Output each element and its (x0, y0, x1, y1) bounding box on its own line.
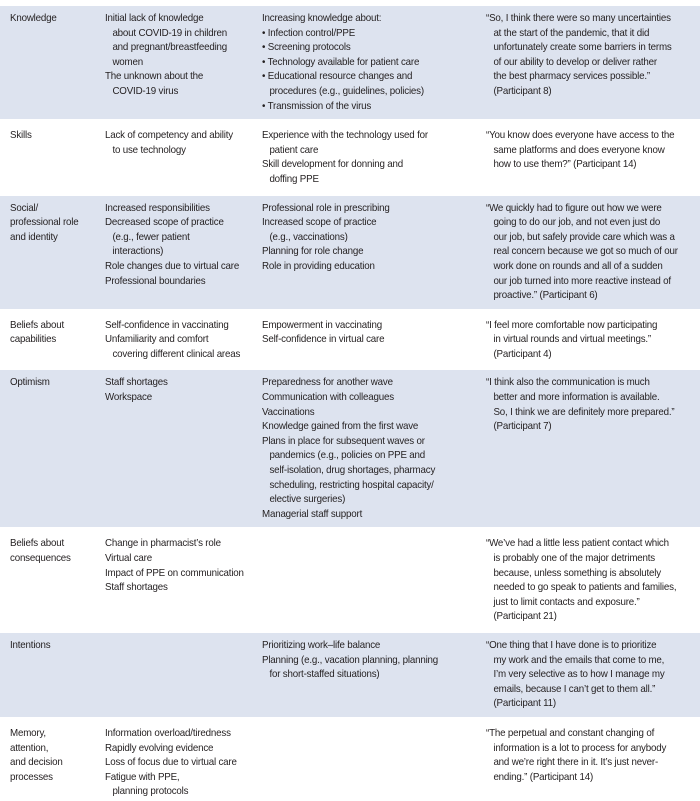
text-line: Managerial staff support (262, 507, 363, 520)
text-line: Optimism (10, 376, 50, 389)
cell-themes-right (262, 536, 470, 624)
cell-domain (10, 726, 98, 799)
text-line: patient care (269, 143, 319, 156)
text-line: Fatigue with PPE, (105, 770, 180, 783)
text-line: (Participant 8) (493, 84, 552, 97)
text-line: Decreased scope of practice (105, 216, 224, 229)
text-line: because, unless something is absolutely (493, 566, 661, 579)
text-line: going to do our job, and not even just do (493, 216, 661, 229)
cell-quote (486, 318, 681, 362)
text-line: needed to go speak to patients and families, (493, 581, 677, 594)
text-line: Unfamiliarity and comfort (105, 333, 209, 346)
cell-themes-right (262, 726, 470, 799)
cell-themes-left (105, 375, 251, 521)
text-line: “So, I think there were so many uncertainties (486, 12, 671, 24)
text-line: ending.” (Participant 14) (493, 770, 594, 783)
text-line: Virtual care (105, 552, 152, 564)
text-line: Vaccinations (262, 405, 315, 418)
table-row (0, 318, 700, 362)
text-line: • Screening protocols (262, 41, 351, 54)
text-line: Initial lack of knowledge (105, 12, 204, 24)
text-line: Staff shortages (105, 581, 168, 594)
text-line: Impact of PPE on communication (105, 566, 244, 579)
text-line: about COVID-19 in children (112, 26, 228, 39)
text-line: Professional boundaries (105, 274, 206, 287)
text-line: interactions) (112, 245, 164, 258)
cell-domain (10, 318, 98, 362)
text-line: Plans in place for subsequent waves or (262, 434, 425, 447)
text-line: I’m very selective as to how I manage my (493, 668, 665, 681)
cell-quote (486, 726, 681, 799)
text-line: Self-confidence in vaccinating (105, 318, 229, 331)
text-line: “I think also the communication is much (486, 376, 650, 389)
text-line: emails, because I can’t get to them all.” (493, 682, 656, 695)
text-line: “We’ve had a little less patient contact which (486, 537, 669, 550)
cell-themes-left (105, 638, 251, 711)
text-line: same platforms and does everyone know (493, 143, 665, 156)
text-line: Communication with colleagues (262, 391, 394, 404)
cell-domain (10, 638, 98, 711)
text-line: • Technology available for patient care (262, 55, 420, 68)
text-line: (Participant 21) (493, 610, 557, 623)
text-line: professional role (10, 216, 79, 229)
text-line: Social/ (10, 201, 39, 214)
cell-themes-left (105, 11, 251, 113)
cell-quote (486, 201, 681, 303)
text-line: “We quickly had to figure out how we were (486, 201, 662, 214)
text-line: planning protocols (112, 785, 189, 798)
text-line: (e.g., vaccinations) (269, 230, 348, 243)
text-line: Preparedness for another wave (262, 376, 393, 389)
text-line: Lack of competency and ability (105, 129, 233, 142)
text-line: COVID-19 virus (112, 84, 179, 97)
cell-themes-left (105, 318, 251, 362)
text-line: proactive.” (Participant 6) (493, 289, 598, 302)
text-line: Role changes due to virtual care (105, 259, 240, 272)
text-line: in virtual rounds and virtual meetings.” (493, 333, 652, 346)
table-row (0, 633, 700, 717)
text-line: procedures (e.g., guidelines, policies) (269, 84, 424, 97)
text-line: Intentions (10, 638, 51, 651)
text-line: Beliefs about (10, 537, 65, 550)
text-line: Skills (10, 129, 32, 142)
text-line: processes (10, 770, 53, 783)
text-line: Knowledge (10, 12, 57, 24)
text-line: The unknown about the (105, 70, 204, 83)
text-line: Professional role in prescribing (262, 201, 390, 214)
text-line: unfortunately create some barriers in terms (493, 41, 672, 54)
text-line: work done on rounds and all of a sudden (493, 259, 663, 272)
text-line: (e.g., fewer patient (112, 230, 190, 243)
table-row (0, 726, 700, 799)
text-line: Change in pharmacist’s role (105, 537, 221, 550)
cell-themes-left (105, 726, 251, 799)
text-line: Information overload/tiredness (105, 726, 231, 739)
text-line: “You know does everyone have access to the (486, 129, 675, 142)
text-line: Beliefs about (10, 318, 65, 331)
text-line: and pregnant/breastfeeding (112, 41, 228, 54)
cell-domain (10, 128, 98, 186)
text-line: our job, but safely provide care which was a (493, 230, 675, 243)
text-line: for short-staffed situations) (269, 668, 380, 681)
cell-quote (486, 375, 681, 521)
text-line: how to use them?” (Participant 14) (493, 158, 637, 171)
text-line: doffing PPE (269, 172, 319, 185)
text-line: and identity (10, 230, 58, 243)
cell-quote (486, 128, 681, 186)
cell-themes-left (105, 201, 251, 303)
table-row (0, 128, 700, 186)
text-line: attention, (10, 741, 49, 754)
text-line: Planning for role change (262, 245, 364, 258)
text-line: (Participant 11) (493, 697, 556, 710)
text-line: Prioritizing work–life balance (262, 638, 381, 651)
text-line: Staff shortages (105, 376, 168, 389)
cell-themes-right (262, 201, 470, 303)
text-line: • Infection control/PPE (262, 26, 356, 39)
text-line: pandemics (e.g., policies on PPE and (269, 449, 426, 462)
text-line: So, I think we are definitely more prepared.” (493, 405, 675, 418)
table-row (0, 536, 700, 624)
text-line: Increased responsibilities (105, 201, 210, 214)
cell-domain (10, 375, 98, 521)
text-line: “I feel more comfortable now participating (486, 318, 658, 331)
cell-quote (486, 638, 681, 711)
text-line: self-isolation, drug shortages, pharmacy (269, 464, 436, 477)
text-line: the best pharmacy services possible.” (493, 70, 650, 83)
cell-themes-right (262, 11, 470, 113)
text-line: Increasing knowledge about: (262, 12, 382, 24)
text-line: consequences (10, 552, 71, 564)
table-row (0, 196, 700, 309)
cell-themes-right (262, 128, 470, 186)
text-line: Loss of focus due to virtual care (105, 756, 237, 769)
text-line: (Participant 7) (493, 420, 552, 433)
table-row (0, 6, 700, 119)
cell-quote (486, 536, 681, 624)
text-line: capabilities (10, 333, 57, 346)
cell-themes-right (262, 375, 470, 521)
cell-themes-left (105, 536, 251, 624)
text-line: Increased scope of practice (262, 216, 377, 229)
text-line: just to limit contacts and exposure.” (493, 595, 640, 608)
cell-themes-right (262, 638, 470, 711)
text-line: Planning (e.g., vacation planning, planning (262, 653, 439, 666)
text-line: covering different clinical areas (112, 347, 241, 360)
text-line: Knowledge gained from the first wave (262, 420, 419, 433)
text-line: women (112, 55, 143, 68)
text-line: real concern because we got so much of our (493, 245, 678, 258)
text-line: our job turned into more reactive instead of (493, 274, 671, 287)
cell-themes-left (105, 128, 251, 186)
text-line: Role in providing education (262, 259, 375, 272)
text-line: better and more information is available. (493, 391, 660, 404)
text-line: and we’re right there in it. It’s just never- (493, 756, 659, 769)
text-line: Empowerment in vaccinating (262, 318, 382, 331)
cell-themes-right (262, 318, 470, 362)
text-line: Skill development for donning and (262, 158, 403, 171)
text-line: • Transmission of the virus (262, 99, 372, 112)
text-line: at the start of the pandemic, that it did (493, 26, 650, 39)
text-line: and decision (10, 756, 63, 769)
text-line: Experience with the technology used for (262, 129, 428, 142)
text-line: (Participant 4) (493, 347, 552, 360)
text-line: Memory, (10, 726, 46, 739)
text-line: • Educational resource changes and (262, 70, 413, 83)
text-line: “One thing that I have done is to prioritize (486, 638, 657, 651)
text-line: Workspace (105, 391, 152, 404)
text-line: of our ability to develop or deliver rather (493, 55, 657, 68)
text-line: scheduling, restricting hospital capacity/ (269, 478, 434, 491)
text-line: my work and the emails that come to me, (493, 653, 665, 666)
text-line: “The perpetual and constant changing of (486, 726, 655, 739)
text-line: information is a lot to process for anybody (493, 741, 667, 754)
text-line: to use technology (112, 143, 186, 156)
text-line: elective surgeries) (269, 493, 346, 506)
text-line: Self-confidence in virtual care (262, 333, 385, 346)
cell-quote (486, 11, 681, 113)
cell-domain (10, 11, 98, 113)
table-row (0, 370, 700, 527)
cell-domain (10, 201, 98, 303)
text-line: Rapidly evolving evidence (105, 741, 214, 754)
cell-domain (10, 536, 98, 624)
text-line: is probably one of the major detriments (493, 552, 655, 564)
